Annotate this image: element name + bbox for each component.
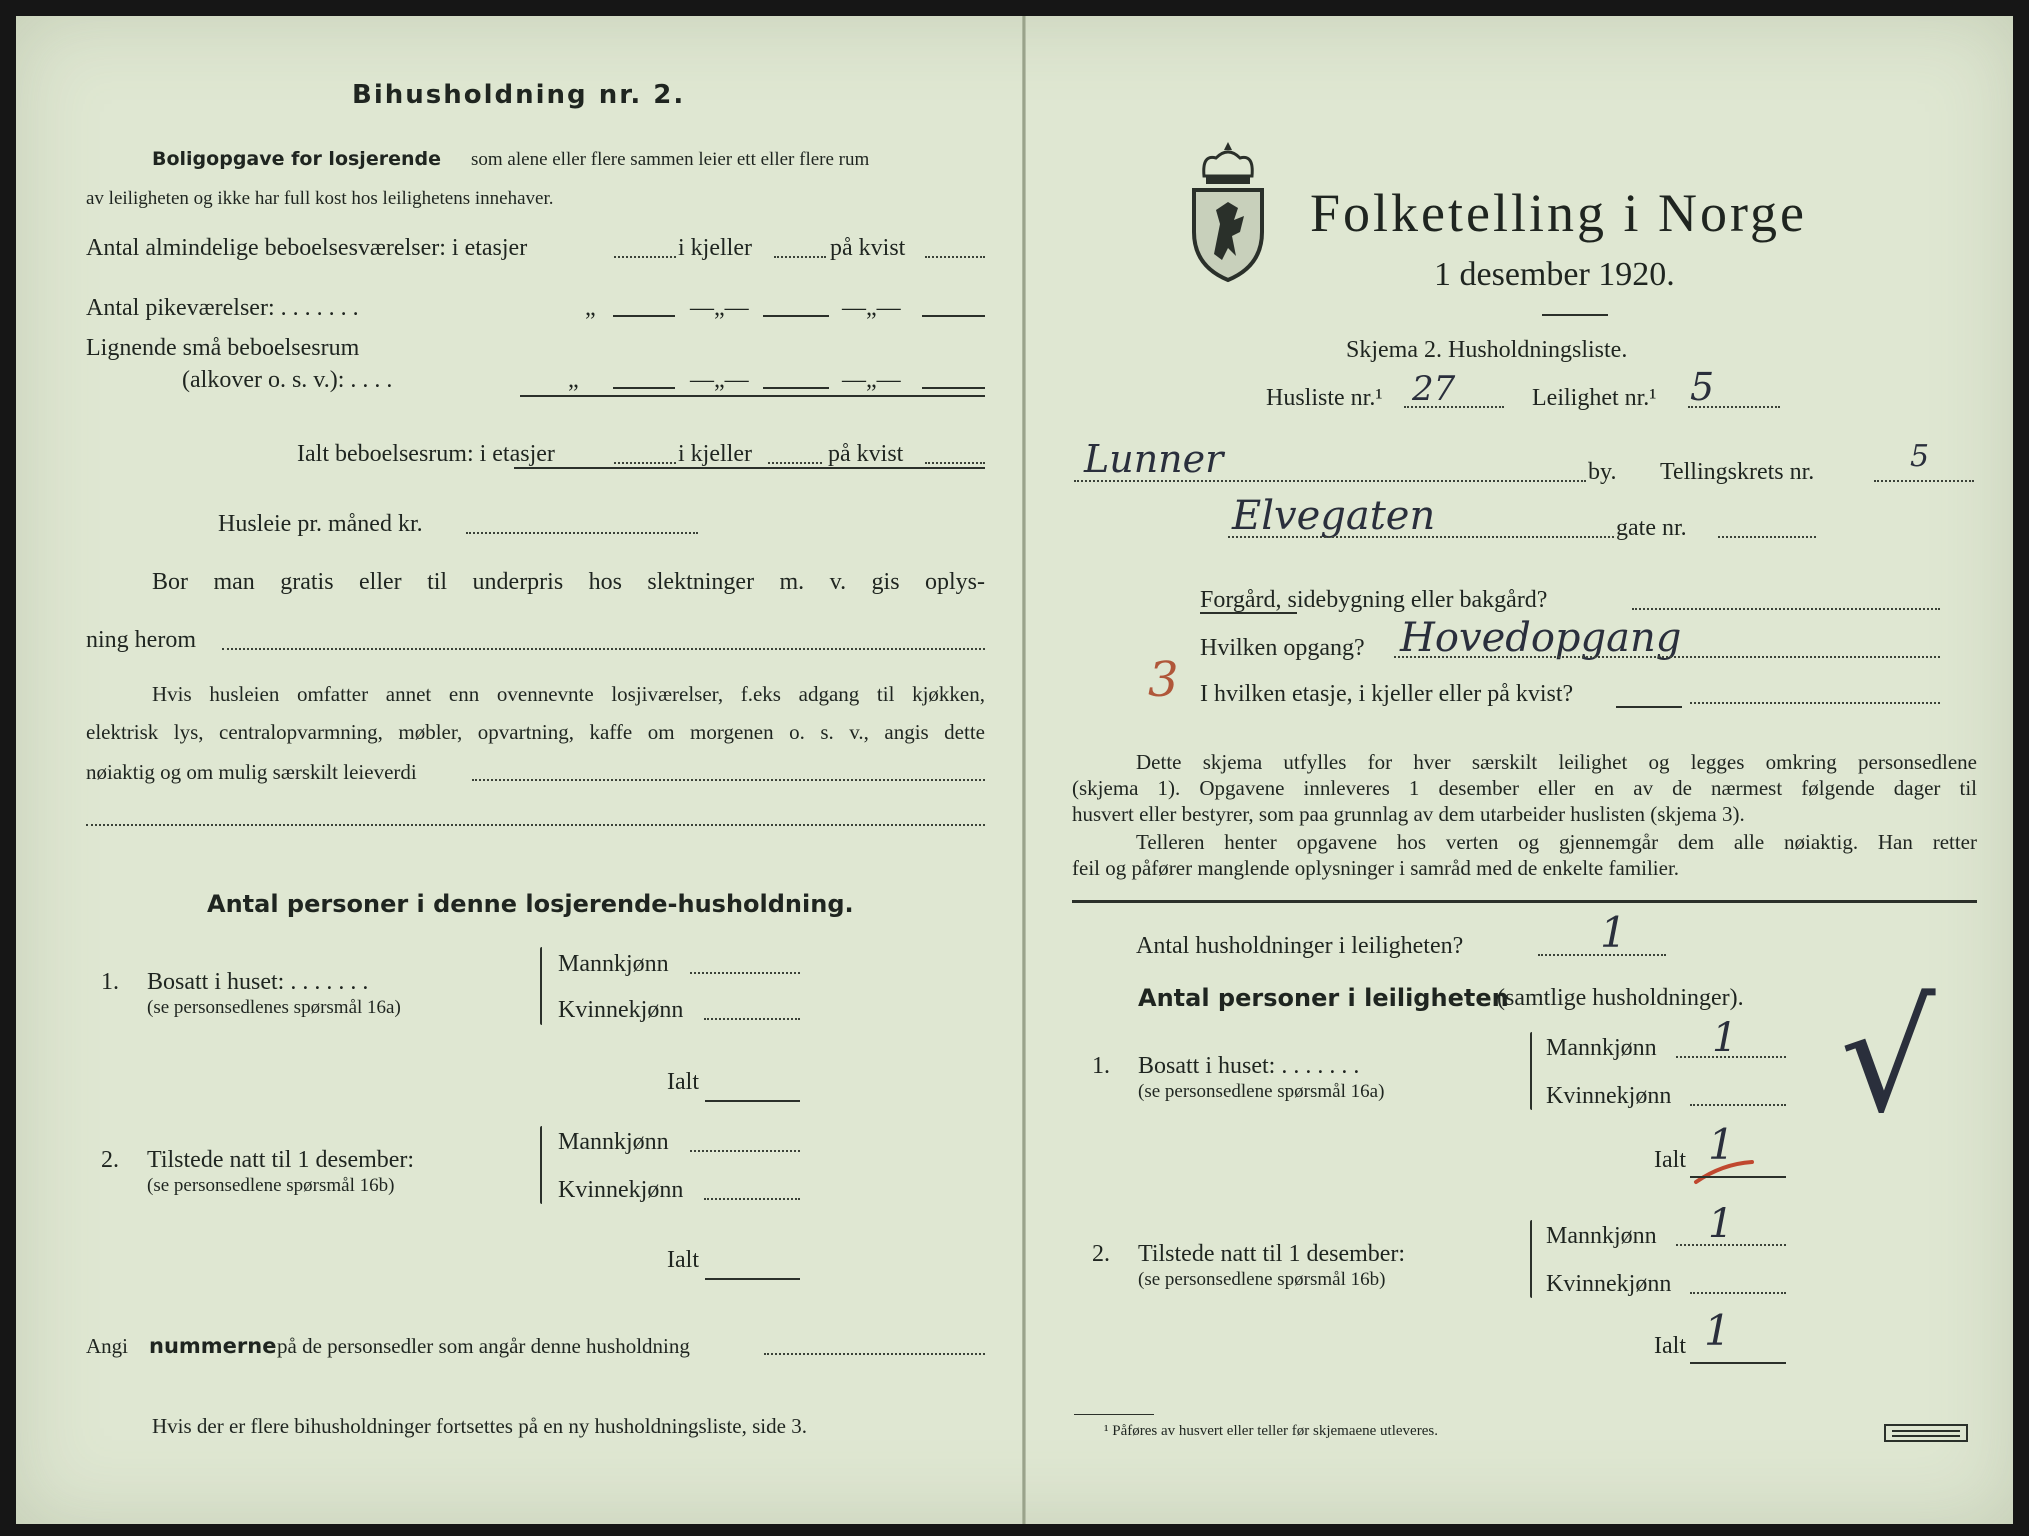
forgard-field (1632, 608, 1940, 610)
pike-kjeller-field (763, 315, 829, 317)
etasje-label: I hvilken etasje, i kjeller eller på kvist? (1200, 681, 1574, 707)
forgard-underline (1200, 612, 1297, 614)
angi-bold: nummerne (149, 1334, 277, 1358)
left-footer: Hvis der er flere bihusholdninger fortsettes på en ny husholdningsliste, side 3. (152, 1414, 807, 1438)
gratis-line1: Bor man gratis eller til underpris hos slektninger m. v. gis oplys- (152, 569, 985, 595)
gate-nr-field (1718, 536, 1816, 538)
left-bosatt-label: Bosatt i huset: . . . . . . . (147, 969, 369, 995)
by-value: Lunner (1084, 437, 1224, 481)
instr-line5: feil og påfører manglende oplysninger i samråd med de enkelte familier. (1072, 856, 1680, 880)
row-alm-kvist: på kvist (830, 235, 906, 261)
right-bosatt-num: 1. (1092, 1053, 1110, 1079)
lign-dash2: —„— (842, 367, 901, 393)
krets-value: 5 (1910, 439, 1930, 474)
right-bosatt-kvinne-field (1690, 1104, 1786, 1106)
left-bosatt-ialt-field (705, 1100, 800, 1102)
left-tilstede-kvinne-field (704, 1198, 800, 1200)
skjema-label: Skjema 2. Husholdningsliste. (1346, 337, 1628, 363)
gate-value: Elvegaten (1232, 493, 1436, 539)
right-bosatt-ialt-field (1690, 1176, 1786, 1178)
right-tilstede-sub: (se personsedlene spørsmål 16b) (1138, 1269, 1386, 1290)
left-bosatt-num: 1. (101, 969, 119, 995)
left-bosatt-kvinne: Kvinnekjønn (558, 997, 684, 1023)
etasje-mark: 3 (1148, 652, 1179, 708)
instr-line4: Telleren henter opgavene hos verten og gjennemgår dem alle nøiaktig. Han retter (1136, 830, 1977, 854)
opgang-field (1394, 656, 1940, 658)
husliste-label: Husliste nr.¹ (1266, 385, 1383, 411)
right-bosatt-sub: (se personsedlene spørsmål 16a) (1138, 1081, 1385, 1102)
left-bosatt-sub: (se personsedlenes spørsmål 16a) (147, 997, 401, 1018)
antal-pers-rest: (samtlige husholdninger). (1497, 985, 1744, 1011)
pike-quote: „ (585, 295, 596, 321)
forgard-label: Forgård, sidebygning eller bakgård? (1200, 587, 1548, 613)
intro-line2: av leiligheten og ikke har full kost hos leilighetens innehaver. (86, 188, 554, 209)
row-ialt-kvist: på kvist (828, 441, 904, 467)
lign-sum-rule (520, 395, 985, 397)
husleie-label: Husleie pr. måned kr. (218, 511, 423, 537)
alm-kvist-field (925, 256, 985, 258)
angi-field (764, 1353, 985, 1355)
row-lign-label1: Lignende små beboelsesrum (86, 335, 360, 361)
hvis-line3: nøiaktig og om mulig særskilt leieverdi (86, 760, 417, 784)
right-tilstede-ialt-value: 1 (1704, 1306, 1731, 1355)
leilighet-label: Leilighet nr.¹ (1532, 385, 1657, 411)
opgang-label: Hvilken opgang? (1200, 635, 1365, 661)
instr-line2: (skjema 1). Opgavene innleveres 1 desember eller en av de nærmest følgende dager til (1072, 776, 1977, 800)
instr-line1: Dette skjema utfylles for hver særskilt leilighet og legges omkring personsedlene (1136, 750, 1977, 774)
left-bosatt-brace (540, 947, 542, 1025)
red-tick-icon (1692, 1158, 1756, 1188)
intro-rest: som alene eller flere sammen leier ett eller flere rum (471, 149, 870, 170)
antal-hush-value: 1 (1600, 908, 1627, 957)
right-tilstede-brace (1530, 1220, 1532, 1298)
husliste-field (1404, 406, 1504, 408)
left-tilstede-label: Tilstede natt til 1 desember: (147, 1147, 415, 1173)
ialt-etasjer-field (614, 462, 676, 464)
footnote-rule (1074, 1414, 1154, 1415)
right-bosatt-mann: Mannkjønn (1546, 1035, 1657, 1061)
left-bosatt-mann: Mannkjønn (558, 951, 669, 977)
page-fold (1022, 16, 1026, 1524)
alm-etasjer-field (614, 256, 676, 258)
check-mark: √ (1840, 972, 1936, 1146)
right-bosatt-ialt: Ialt (1654, 1147, 1686, 1173)
pike-kvist-field (922, 315, 985, 317)
opgang-value: Hovedopgang (1400, 615, 1682, 661)
etasje-field (1690, 702, 1940, 704)
instr-line3: husvert eller bestyrer, som paa grunnlag av dem utarbeider huslisten (skjema 3). (1072, 802, 1745, 826)
instr-rule (1072, 900, 1977, 903)
antal-hush-field (1538, 954, 1666, 956)
left-tilstede-mann: Mannkjønn (558, 1129, 669, 1155)
right-bosatt-ialt-value: 1 (1708, 1120, 1735, 1169)
krets-label: Tellingskrets nr. (1660, 459, 1815, 485)
left-bosatt-ialt: Ialt (667, 1069, 699, 1095)
angi-pre: Angi (86, 1334, 128, 1358)
right-tilstede-kvinne: Kvinnekjønn (1546, 1271, 1672, 1297)
row-pike-label: Antal pikeværelser: . . . . . . . (86, 295, 359, 321)
lign-kjeller-field (763, 387, 829, 389)
right-bosatt-brace (1530, 1032, 1532, 1110)
gate-label: gate nr. (1616, 515, 1687, 541)
lign-kvist-field (922, 387, 985, 389)
hvis-line1: Hvis husleien omfatter annet enn ovennevnte losjiværelser, f.eks adgang til kjøkken, (152, 682, 985, 706)
leieverdi-field-2 (86, 824, 985, 826)
lign-quote: „ (568, 367, 579, 393)
printer-stamp-icon (1884, 1424, 1968, 1442)
row-alm-kjeller: i kjeller (678, 235, 752, 261)
right-title: Folketelling i Norge (1310, 183, 1807, 243)
by-field (1074, 480, 1586, 482)
left-antal-heading: Antal personer i denne losjerende-husholdning. (207, 890, 854, 918)
right-tilstede-kvinne-field (1690, 1292, 1786, 1294)
right-tilstede-ialt: Ialt (1654, 1333, 1686, 1359)
title-rule (1542, 314, 1608, 316)
pike-dash1: —„— (690, 295, 749, 321)
pike-etasjer-field (613, 315, 675, 317)
left-tilstede-brace (540, 1126, 542, 1204)
row-ialt-kjeller: i kjeller (678, 441, 752, 467)
right-tilstede-num: 2. (1092, 1241, 1110, 1267)
husliste-value: 27 (1412, 369, 1456, 409)
gratis-field (222, 648, 985, 650)
antal-hush-label: Antal husholdninger i leiligheten? (1136, 933, 1464, 959)
hvis-line2: elektrisk lys, centralopvarmning, møbler, opvartning, kaffe om morgenen o. s. v., angis dette (86, 720, 985, 744)
right-tilstede-mann: Mannkjønn (1546, 1223, 1657, 1249)
left-tilstede-num: 2. (101, 1147, 119, 1173)
angi-rest: på de personsedler som angår denne husholdning (277, 1334, 690, 1358)
leilighet-value: 5 (1690, 365, 1715, 409)
coat-of-arms-icon (1186, 136, 1270, 284)
right-bosatt-mann-field (1676, 1056, 1786, 1058)
left-tilstede-mann-field (690, 1150, 800, 1152)
left-tilstede-kvinne: Kvinnekjønn (558, 1177, 684, 1203)
lign-etasjer-field (613, 387, 675, 389)
gate-field (1228, 536, 1614, 538)
leilighet-field (1688, 406, 1780, 408)
right-bosatt-kvinne: Kvinnekjønn (1546, 1083, 1672, 1109)
row-ialt-label: Ialt beboelsesrum: i etasjer (297, 441, 555, 467)
ialt-kvist-field (925, 462, 985, 464)
left-tilstede-ialt-field (705, 1278, 800, 1280)
row-lign-label2: (alkover o. s. v.): . . . . (182, 367, 393, 393)
left-tilstede-sub: (se personsedlene spørsmål 16b) (147, 1175, 395, 1196)
left-bosatt-kvinne-field (704, 1018, 800, 1020)
right-bosatt-label: Bosatt i huset: . . . . . . . (1138, 1053, 1360, 1079)
right-bosatt-mann-value: 1 (1712, 1015, 1738, 1061)
right-date: 1 desember 1920. (1434, 256, 1675, 293)
alm-kjeller-field (774, 256, 826, 258)
left-bosatt-mann-field (690, 972, 800, 974)
ialt-underline (514, 467, 985, 469)
left-tilstede-ialt: Ialt (667, 1247, 699, 1273)
footnote: ¹ Påføres av husvert eller teller før skjemaene utleveres. (1104, 1423, 1438, 1439)
gratis-line2: ning herom (86, 627, 196, 653)
leieverdi-field (472, 779, 985, 781)
by-label: by. (1588, 459, 1617, 485)
lign-dash1: —„— (690, 367, 749, 393)
ialt-kjeller-field (768, 462, 822, 464)
pike-dash2: —„— (842, 295, 901, 321)
right-tilstede-ialt-field (1690, 1362, 1786, 1364)
left-title: Bihusholdning nr. 2. (352, 80, 686, 110)
krets-field (1874, 480, 1974, 482)
right-tilstede-mann-field (1676, 1244, 1786, 1246)
row-alm-label: Antal almindelige beboelsesværelser: i etasjer (86, 235, 528, 261)
antal-pers-bold: Antal personer i leiligheten (1138, 984, 1509, 1012)
right-tilstede-label: Tilstede natt til 1 desember: (1138, 1241, 1406, 1267)
kvist-underline (1616, 706, 1682, 708)
husleie-field (466, 532, 698, 534)
intro-bold: Boligopgave for losjerende (152, 148, 441, 170)
right-tilstede-mann-value: 1 (1708, 1201, 1734, 1247)
